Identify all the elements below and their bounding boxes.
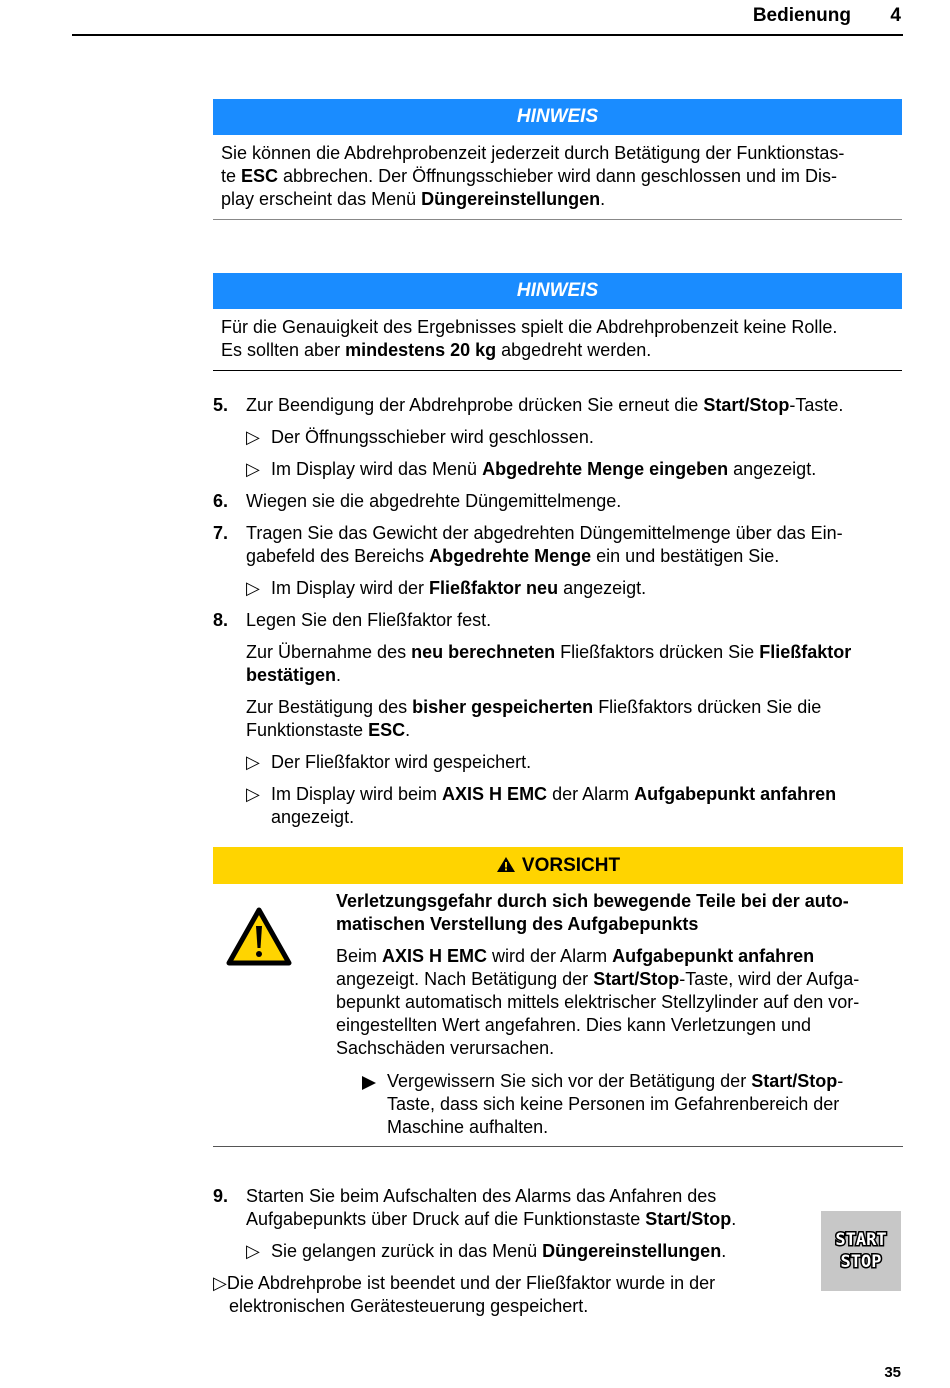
start-stop-key-image <box>821 1211 901 1291</box>
result-line: ▷ Im Display wird beim AXIS H EMC der Alarm Aufgabepunkt anfahren <box>246 784 837 804</box>
step-number: 8. <box>213 610 229 630</box>
step-text: Legen Sie den Fließfaktor fest. <box>246 610 492 630</box>
warning-body: Beim AXIS H EMC wird der Alarm Aufgabepunkt anfahren angezeigt. Nach Betätigung der Start/Stop-Taste, wird der Aufga- bepunkt automatisch mittels elektrischer Stellzylinder auf den vor- eingestellten Wert angefahren. Dies kann Verletzungen und Sachschäden verursachen. <box>336 946 860 1058</box>
step-text: Zur Beendigung der Abdrehprobe drücken Sie erneut die Start/Stop-Taste. <box>246 395 844 415</box>
note-text: Sie können die Abdrehprobenzeit jederzeit durch Betätigung der Funktionstas- te ESC abbrechen. Der Öffnungsschieber wird dann geschlossen und im Dis- play erscheint das Menü Düngereinstellungen. <box>221 143 845 209</box>
warning-divider <box>213 1146 903 1147</box>
warning-box <box>213 847 903 884</box>
warning-label: VORSICHT <box>213 847 903 884</box>
result-line: ▷ Sie gelangen zurück in das Menü Düngereinstellungen. <box>246 1241 727 1261</box>
result-triangle-icon: ▷ <box>246 578 260 598</box>
result-triangle-icon: ▷ <box>213 1273 227 1293</box>
result-triangle-icon: ▷ <box>246 427 260 447</box>
result-triangle-icon: ▷ <box>246 752 260 772</box>
stop-label: STOP <box>840 1252 882 1272</box>
header-divider <box>72 34 903 36</box>
note-divider <box>213 370 902 371</box>
note-box-1 <box>213 99 902 220</box>
step-number: 5. <box>213 395 229 415</box>
result-triangle-icon: ▷ <box>246 459 260 479</box>
step-number: 9. <box>213 1186 229 1206</box>
step-text: Wiegen sie die abgedrehte Düngemittelmenge. <box>246 491 622 511</box>
chapter-number: 4 <box>890 5 901 26</box>
final-result: ▷Die Abdrehprobe ist beendet und der Fließfaktor wurde in der elektronischen Gerätesteuerung gespeichert. <box>213 1273 716 1316</box>
note-text: Für die Genauigkeit des Ergebnisses spielt die Abdrehprobenzeit keine Rolle. Es sollten aber mindestens 20 kg abgedreht werden. <box>221 317 838 360</box>
step-number: 6. <box>213 491 229 511</box>
note-divider <box>213 219 902 220</box>
warning-small-icon <box>496 856 516 873</box>
warning-action: Vergewissern Sie sich vor der Betätigung der Start/Stop- Taste, dass sich keine Personen im Gefahrenbereich der Maschine aufhalten. <box>387 1071 844 1137</box>
result-line: ▷ Im Display wird der Fließfaktor neu angezeigt. <box>246 578 647 598</box>
result-line: ▷ Der Fließfaktor wird gespeichert. <box>246 752 532 772</box>
warning-triangle-icon <box>225 906 293 968</box>
note-label: HINWEIS <box>213 99 902 135</box>
result-line: ▷ Der Öffnungsschieber wird geschlossen. <box>246 427 594 447</box>
result-line: ▷ Im Display wird das Menü Abgedrehte Menge eingeben angezeigt. <box>246 459 817 479</box>
result-triangle-icon: ▷ <box>246 784 260 804</box>
result-line-continued: angezeigt. <box>271 807 355 827</box>
step-number: 7. <box>213 523 229 543</box>
action-arrow-icon <box>361 1074 377 1090</box>
note-box-2 <box>213 273 902 371</box>
section-title: Bedienung <box>752 5 851 26</box>
start-label: START <box>835 1230 887 1250</box>
step-text: Tragen Sie das Gewicht der abgedrehten Düngemittelmenge über das Ein- gabefeld des Bereichs Abgedrehte Menge ein und bestätigen Sie. <box>246 523 843 566</box>
warning-title: Verletzungsgefahr durch sich bewegende Teile bei der auto- matischen Verstellung des Aufgabepunkts <box>336 891 849 934</box>
result-triangle-icon: ▷ <box>246 1241 260 1261</box>
page-number: 35 <box>884 1364 901 1381</box>
step-text: Starten Sie beim Aufschalten des Alarms das Anfahren des Aufgabepunkts über Druck auf die Funktionstaste Start/Stop. <box>246 1186 737 1229</box>
note-label: HINWEIS <box>213 273 902 309</box>
step-paragraph: Zur Bestätigung des bisher gespeicherten Fließfaktors drücken Sie die Funktionstaste ESC. <box>246 697 822 740</box>
step-paragraph: Zur Übernahme des neu berechneten Fließfaktors drücken Sie Fließfaktor bestätigen. <box>246 642 852 685</box>
